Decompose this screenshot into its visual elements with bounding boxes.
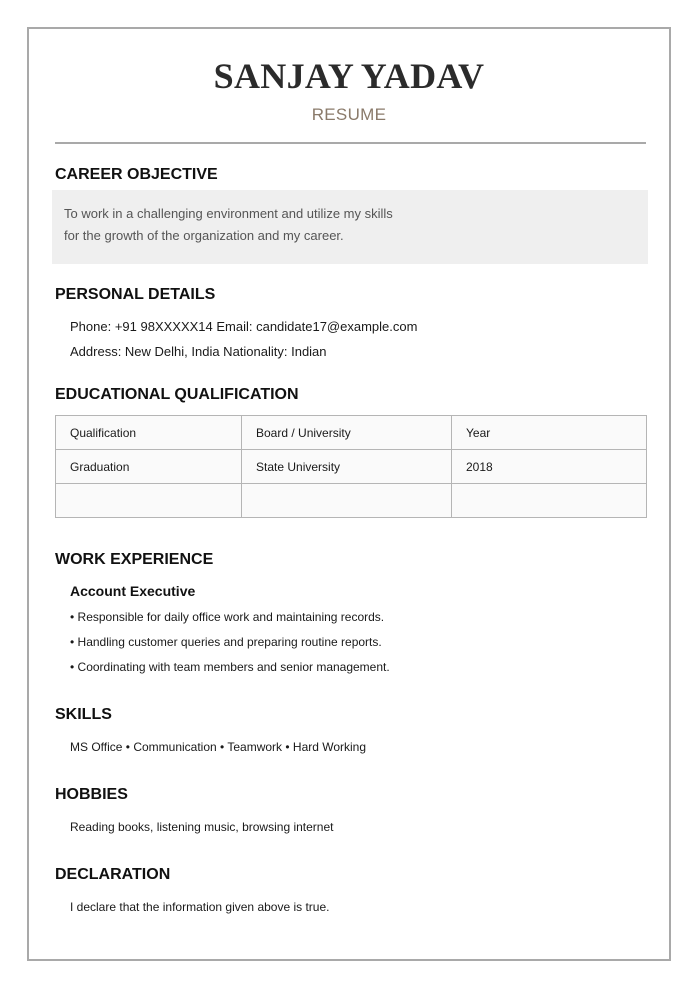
declaration-heading: DECLARATION (55, 866, 171, 883)
list-item: • Responsible for daily office work and maintaining records. (70, 610, 385, 624)
table-header-row (56, 416, 647, 450)
list-item: • Handling customer queries and preparing routine reports. (70, 635, 382, 649)
candidate-name: SANJAY YADAV (213, 56, 485, 96)
table-cell (242, 484, 452, 518)
column-header: Board / University (242, 416, 452, 450)
table-row (56, 484, 647, 518)
hobbies-heading: HOBBIES (55, 786, 128, 803)
resume-page (27, 27, 671, 961)
header-divider (55, 142, 646, 144)
personal-details-heading: PERSONAL DETAILS (55, 286, 216, 303)
skills-heading: SKILLS (55, 706, 112, 723)
table-cell: State University (242, 450, 452, 484)
list-item: • Coordinating with team members and senior management. (70, 660, 390, 674)
career-objective-heading: CAREER OBJECTIVE (55, 166, 218, 183)
career-objective-box (52, 190, 648, 264)
table-cell (56, 484, 242, 518)
declaration-text: I declare that the information given above is true. (70, 900, 330, 914)
table-cell (452, 484, 647, 518)
address-line: Address: New Delhi, India Nationality: Indian (70, 344, 327, 359)
education-heading: EDUCATIONAL QUALIFICATION (55, 386, 299, 403)
table-cell: Graduation (56, 450, 242, 484)
objective-line: for the growth of the organization and my career. (64, 228, 344, 243)
work-experience-heading: WORK EXPERIENCE (55, 551, 214, 568)
contact-line: Phone: +91 98XXXXX14 Email: candidate17@example.com (70, 319, 418, 334)
hobbies-text: Reading books, listening music, browsing internet (70, 820, 334, 834)
job-title: Account Executive (70, 583, 196, 599)
skills-text: MS Office • Communication • Teamwork • Hard Working (70, 740, 367, 754)
table-cell: 2018 (452, 450, 647, 484)
column-header: Qualification (56, 416, 242, 450)
table-row (56, 450, 647, 484)
column-header: Year (452, 416, 647, 450)
education-table (55, 415, 647, 518)
objective-line: To work in a challenging environment and utilize my skills (64, 206, 393, 221)
document-subtitle: RESUME (311, 105, 387, 124)
